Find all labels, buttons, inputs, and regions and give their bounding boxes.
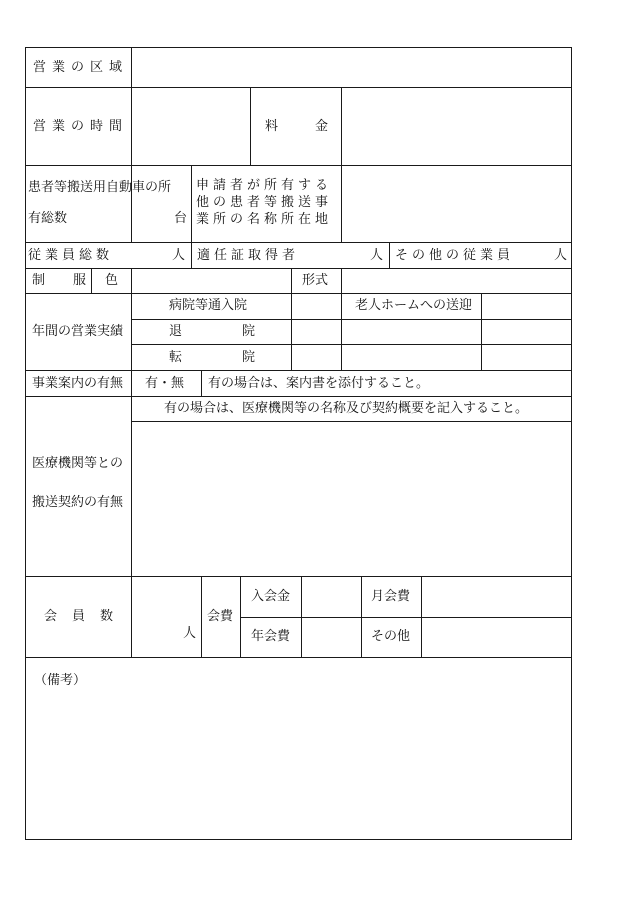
other-fee-label: その他: [371, 629, 411, 644]
employees-total-unit: 人: [172, 248, 186, 263]
contract-label-1: 医療機関等との: [32, 456, 124, 471]
guide-yes-no[interactable]: 有・無: [145, 376, 185, 391]
col-rule: [291, 268, 292, 371]
discharge-label-2: 院: [242, 324, 256, 339]
other-office-label-1: 申請者が所有する: [196, 178, 333, 193]
annual-results-label: 年間の営業実績: [32, 324, 124, 339]
hospital-admission-label: 病院等通入院: [169, 298, 248, 313]
members-unit: 人: [183, 626, 197, 641]
discharge-label-1: 退: [169, 324, 183, 339]
other-office-label-2: 他の患者等搬送事: [196, 195, 333, 210]
other-employees-unit: 人: [554, 248, 568, 263]
col-rule: [240, 576, 241, 658]
vehicle-count-label-2: 有総数: [28, 211, 68, 226]
remarks-label: （備考）: [34, 673, 87, 688]
col-rule: [481, 293, 482, 371]
hours-label: 営業の時間: [33, 119, 129, 134]
members-label-3: 数: [100, 609, 114, 624]
contract-details-input-cell[interactable]: [132, 422, 571, 576]
other-office-label-3: 業所の名称所在地: [196, 212, 333, 227]
col-rule: [341, 268, 342, 294]
fee-label-1: 料: [265, 119, 279, 134]
row-rule: [25, 657, 572, 658]
row-rule: [25, 396, 572, 397]
row-rule: [240, 617, 572, 618]
col-rule: [361, 576, 362, 658]
col-rule: [341, 293, 342, 371]
row-rule: [25, 576, 572, 577]
hours-input-cell[interactable]: [132, 88, 250, 165]
fee-input-cell[interactable]: [342, 88, 571, 165]
col-rule: [421, 576, 422, 658]
annual-fee-label: 年会費: [251, 629, 291, 644]
row-rule: [131, 344, 572, 345]
transfer-label-1: 転: [169, 350, 183, 365]
row-rule: [25, 293, 572, 294]
row-rule: [25, 370, 572, 371]
col-rule: [131, 370, 132, 397]
other-employees-label: その他の従業員: [395, 248, 515, 263]
contract-note: 有の場合は、医療機関等の名称及び契約概要を記入すること。: [164, 401, 529, 416]
col-rule: [201, 370, 202, 397]
row-rule: [25, 268, 572, 269]
entry-fee-label: 入会金: [251, 589, 291, 604]
col-rule: [91, 268, 92, 294]
guide-label: 事業案内の有無: [32, 376, 124, 391]
certified-unit: 人: [370, 248, 384, 263]
uniform-color-label: 色: [105, 273, 119, 288]
transfer-label-2: 院: [242, 350, 256, 365]
monthly-fee-label: 月会費: [371, 589, 411, 604]
col-rule: [250, 87, 251, 166]
col-rule: [389, 242, 390, 269]
membership-fee-label: 会費: [207, 609, 234, 624]
other-office-input-cell[interactable]: [342, 166, 571, 242]
vehicle-unit: 台: [174, 211, 188, 226]
remarks-input-cell[interactable]: [26, 700, 571, 839]
certified-label: 適任証取得者: [197, 248, 300, 263]
area-input-cell[interactable]: [132, 48, 571, 87]
uniform-label-1: 制: [32, 273, 46, 288]
vehicle-count-label: 患者等搬送用自動車の所: [28, 180, 172, 195]
uniform-label-2: 服: [73, 273, 87, 288]
fee-label-2: 金: [315, 119, 329, 134]
contract-label-2: 搬送契約の有無: [32, 495, 124, 510]
guide-note: 有の場合は、案内書を添付すること。: [208, 376, 430, 391]
members-label-2: 員: [72, 609, 86, 624]
col-rule: [301, 576, 302, 658]
col-rule: [131, 576, 132, 658]
area-label: 営業の区域: [33, 60, 129, 75]
employees-total-label: 従業員総数: [28, 248, 114, 263]
members-label-1: 会: [44, 609, 58, 624]
col-rule: [131, 268, 132, 371]
col-rule: [191, 165, 192, 269]
row-rule: [25, 242, 572, 243]
nursing-home-label: 老人ホームへの送迎: [355, 298, 473, 313]
col-rule: [201, 576, 202, 658]
row-rule: [131, 319, 572, 320]
table-border-bottom: [25, 839, 572, 840]
style-label: 形式: [302, 273, 329, 288]
